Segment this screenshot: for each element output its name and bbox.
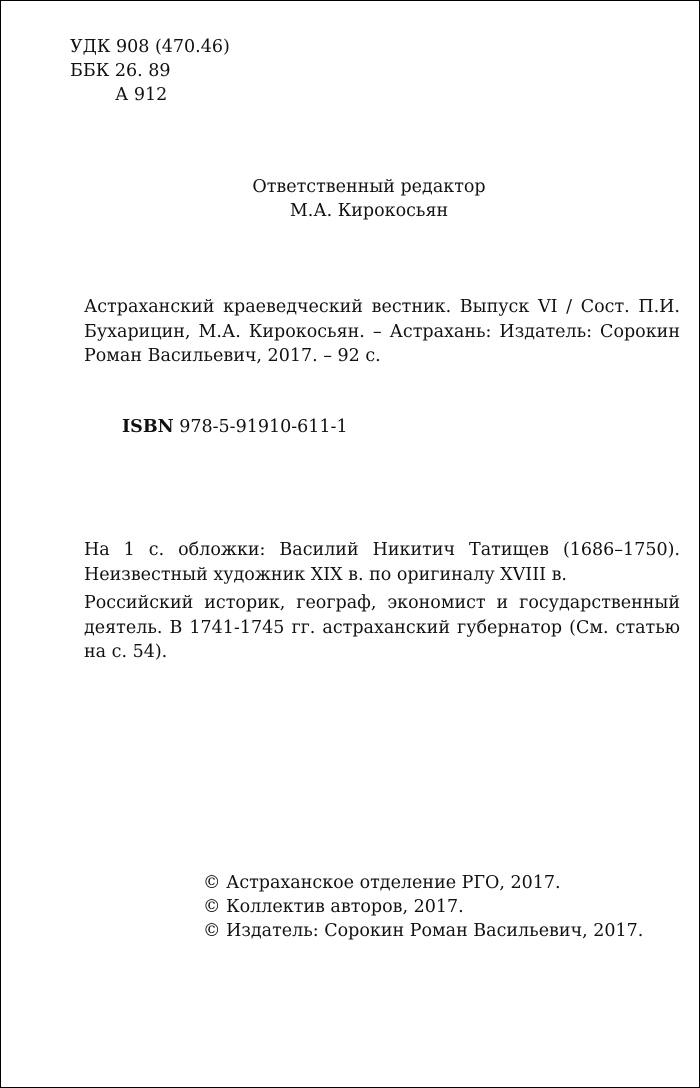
author-mark: А 912 bbox=[115, 85, 168, 105]
cover-caption: На 1 с. обложки: Василий Никитич Татищев (1686–1750). Неизвестный художник XIX в. по оригиналу XVIII в. bbox=[84, 540, 680, 585]
editor-block bbox=[0, 175, 700, 223]
copyright-line: © Астраханское отделение РГО, 2017. bbox=[203, 873, 561, 893]
copyright-line: © Издатель: Сорокин Роман Васильевич, 2017. bbox=[203, 921, 644, 941]
classification-block bbox=[70, 35, 230, 107]
copyright-line: © Коллектив авторов, 2017. bbox=[203, 897, 464, 917]
editor-role: Ответственный редактор bbox=[252, 177, 486, 197]
isbn-number: 978-5-91910-611-1 bbox=[179, 417, 348, 437]
bbk-code: ББК 26. 89 bbox=[70, 61, 171, 81]
udk-code: УДК 908 (470.46) bbox=[70, 37, 230, 57]
isbn-label: ISBN bbox=[122, 417, 174, 437]
bibliographic-record: Астраханский краеведческий вестник. Выпуск VI / Сост. П.И. Бухарицин, М.А. Кирокосьян. – Астрахань: Издатель: Сорокин Роман Васильевич, 2017. – 92 с. bbox=[84, 297, 680, 366]
isbn-line bbox=[122, 415, 348, 439]
copyright-block bbox=[203, 871, 643, 943]
cover-description: Российский историк, географ, экономист и государственный деятель. В 1741-1745 гг. астраханский губернатор (См. статью на с. 54). bbox=[84, 593, 680, 662]
editor-name: М.А. Кирокосьян bbox=[289, 201, 449, 221]
